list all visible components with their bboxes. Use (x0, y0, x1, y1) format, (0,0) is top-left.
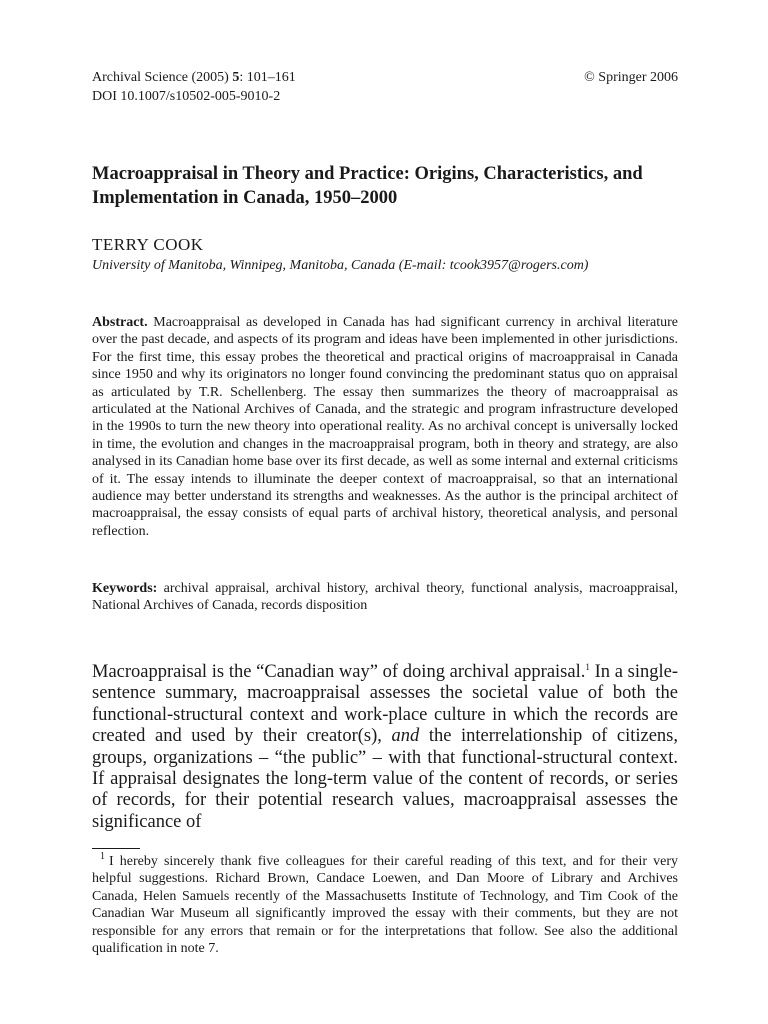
footnote-number: 1 (100, 851, 105, 863)
footnote-rule (92, 848, 140, 849)
body-emphasis: and (391, 726, 420, 747)
doi: DOI 10.1007/s10502-005-9010-2 (92, 89, 281, 104)
keywords (92, 580, 678, 615)
body-text-3: the interrelationship of citizens, groups, organizations – “the public” – with that functional-structural context. If appraisal designates the long-term value of the content of records, or series of records, for their potential research values, macroappraisal assesses the significance of (92, 726, 678, 832)
journal-pages: : 101–161 (239, 70, 296, 85)
running-header (92, 68, 678, 106)
keywords-label: Keywords: (92, 581, 158, 596)
copyright: © Springer 2006 (584, 70, 678, 85)
footnote-text: I hereby sincerely thank five colleagues for their careful reading of this text, and for their very helpful suggestions. Richard Brown, Candace Loewen, and Dan Moore of Library and Archives Canada, Helen Samuels recently of the Massachusetts Institute of Technology, and Tim Cook of the Canadian War Museum all significantly improved the essay with their comments, but they are not responsible for any errors that remain or for the interpretations that follow. See also the additional qualification in note 7. (92, 854, 678, 957)
abstract-label: Abstract. (92, 315, 148, 330)
abstract (92, 314, 678, 540)
body-text-2: In a single-sentence summary, macroappraisal assesses the societal value of both the functional-structural context and work-place culture in which the records are created and used by their creator(s), (92, 662, 678, 747)
body-paragraph (92, 662, 678, 833)
journal-volume: 5 (232, 70, 240, 85)
article-title: Macroappraisal in Theory and Practice: Origins, Characteristics, and Implementation in Canada, 1950–2000 (92, 164, 643, 208)
keywords-text: archival appraisal, archival history, archival theory, functional analysis, macroappraisal, National Archives of Canada, records disposition (92, 581, 678, 614)
citation (92, 68, 296, 87)
author-affiliation: University of Manitoba, Winnipeg, Manitoba, Canada (E-mail: tcook3957@rogers.com) (92, 258, 589, 273)
abstract-text: Macroappraisal as developed in Canada has had significant currency in archival literature over the past decade, and aspects of its program and ideas have been implemented in other jurisdictions. For the first time, this essay probes the theoretical and practical origins of macroappraisal in Canada since 1950 and why its originators no longer found convincing the predominant status quo on appraisal as articulated by T.R. Schellenberg. The essay then summarizes the theory of macroappraisal as articulated at the National Archives of Canada, and the strategic and program infrastructure developed in the 1990s to turn the new theory into operational reality. As no archival concept is universally locked in time, the evolution and changes in the macroappraisal program, both in theory and strategy, are also analysed in its Canadian home base over its first decade, as well as some internal and external criticisms of it. The essay intends to illuminate the deeper context of macroappraisal, so that an international audience may better understand its strengths and weaknesses. As the author is the principal architect of macroappraisal, the essay consists of equal parts of archival history, theoretical analysis, and personal reflection. (92, 315, 678, 539)
footnote-reference[interactable]: 1 (585, 661, 590, 672)
footnote (92, 853, 678, 957)
journal-name: Archival Science (2005) (92, 70, 233, 85)
author-name: TERRY COOK (92, 235, 204, 254)
body-text-1: Macroappraisal is the “Canadian way” of doing archival appraisal. (92, 662, 586, 682)
